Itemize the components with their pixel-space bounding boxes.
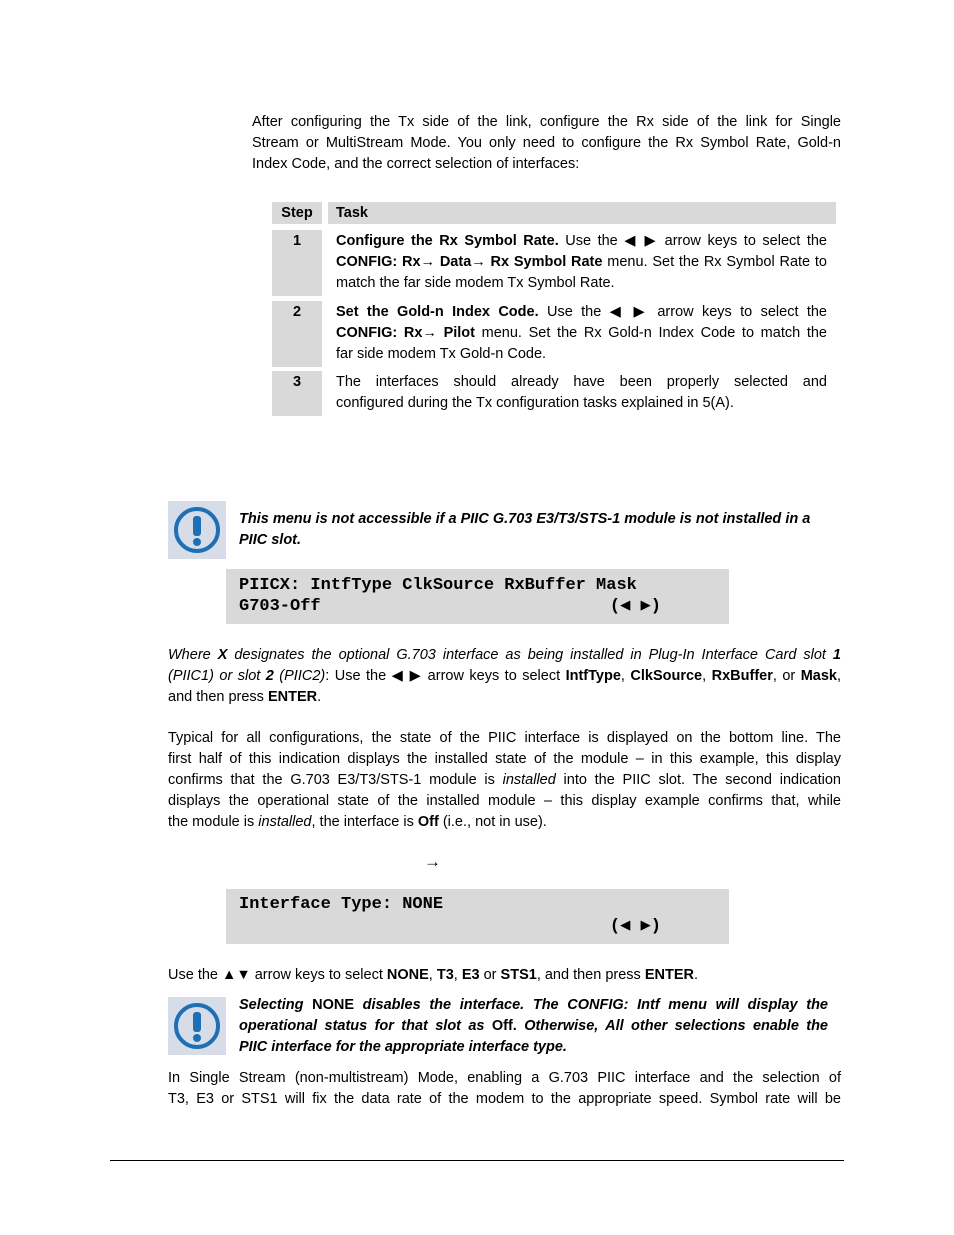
intro-line: After configuring the Tx side of the link, configure the Rx side of the link for Single	[252, 114, 841, 130]
lcd-display-interface-type	[226, 889, 729, 944]
table-row-step: 2	[272, 301, 322, 367]
note-menu-not-accessible: This menu is not accessible if a PIIC G.703 E3/T3/STS-1 module is not installed in a PIIC slot.	[239, 511, 811, 548]
table-row-step: 3	[272, 371, 322, 416]
lcd-arrow-keys: (◀ ▶)	[609, 917, 661, 936]
footer-rule	[110, 1160, 844, 1161]
table-header-step: Step	[272, 202, 322, 224]
lcd-display-piic	[226, 569, 729, 624]
intro-paragraph	[252, 112, 841, 175]
table-row-task: The interfaces should already have been properly selected and configured during the Tx configuration tasks explained in 5(A).	[336, 374, 827, 411]
where-paragraph: Where X designates the optional G.703 interface as being installed in Plug-In Interface Card slot 1 (PIIC1) or slot 2 (PIIC2): Use the ◀ ▶ arrow keys to select IntfType, ClkSource, RxBuffer, or Mask, and then press ENTER.	[168, 647, 842, 705]
exclamation-icon	[172, 1001, 222, 1051]
table-row-task: Configure the Rx Symbol Rate. Use the ◀ ▶ arrow keys to select the CONFIG: Rx→ Data→ Rx Symbol Rate menu. Set the Rx Symbol Rate to match the far side modem Tx Symbol Rate.	[336, 233, 827, 291]
lcd-line-1: PIICX: IntfType ClkSource RxBuffer Mask	[239, 576, 637, 595]
intro-line: Stream or MultiStream Mode. You only need to configure the Rx Symbol Rate, Gold-n	[252, 135, 841, 151]
exclamation-icon	[172, 505, 222, 555]
notice-icon	[168, 997, 226, 1055]
intro-line: Index Code, and the correct selection of interfaces:	[252, 156, 580, 172]
lcd-line-1: Interface Type: NONE	[239, 895, 444, 914]
typical-paragraph: Typical for all configurations, the state of the PIIC interface is displayed on the bottom line. The first half of this indication displays the installed state of the module – in this example, this display confirms that the G.703 E3/T3/STS-1 module is installed into the PIIC slot. The second indication displays the operational state of the installed module – this display example confirms that, while the module is installed, the interface is Off (i.e., not in use).	[168, 730, 841, 830]
table-row-step: 1	[272, 230, 322, 296]
use-paragraph: Use the ▲▼ arrow keys to select NONE, T3, E3 or STS1, and then press ENTER.	[168, 967, 699, 983]
lcd-arrow-keys: (◀ ▶)	[609, 597, 661, 616]
single-stream-paragraph: In Single Stream (non-multistream) Mode, enabling a G.703 PIIC interface and the selection of T3, E3 or STS1 will fix the data rate of the modem to the appropriate speed. Symbol rate will be	[168, 1070, 841, 1107]
table-row-task: Set the Gold-n Index Code. Use the ◀ ▶ arrow keys to select the CONFIG: Rx→ Pilot menu. Set the Rx Gold-n Index Code to match the far side modem Tx Gold-n Code.	[336, 304, 827, 362]
menu-path-arrow: →	[424, 852, 441, 871]
table-header-task: Task	[328, 202, 836, 224]
lcd-line-2: G703-Off	[239, 597, 321, 616]
note-selecting-none: Selecting NONE disables the interface. The CONFIG: Intf menu will display the operational status for that slot as Off. Otherwise, All other selections enable the PIIC interface for the appropriate interface type.	[239, 997, 828, 1055]
notice-icon	[168, 501, 226, 559]
